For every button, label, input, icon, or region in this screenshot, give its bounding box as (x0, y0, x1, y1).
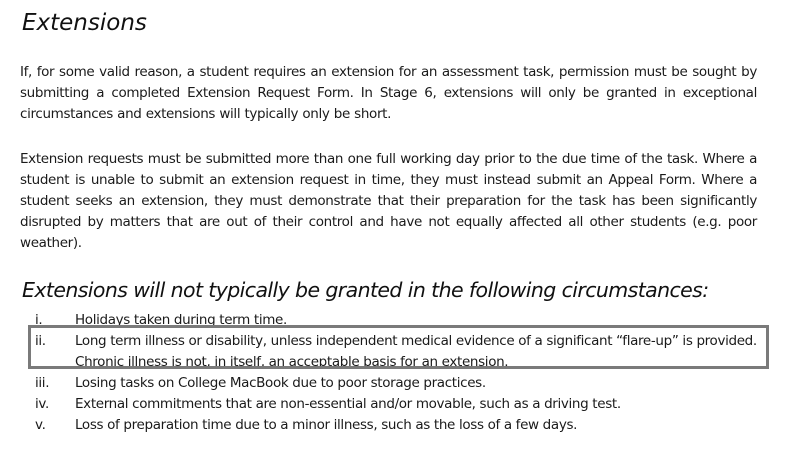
list-item (20, 310, 765, 331)
list-item (20, 394, 765, 415)
list-item-highlighted (20, 331, 765, 373)
list-item (20, 415, 765, 436)
intro-paragraph: If, for some valid reason, a student requires an extension for an assessment task, permission must be sought by submitting a completed Extension Request Form. In Stage 6, extensions will only be granted in exceptional circumstances and extensions will typically only be short. (20, 64, 757, 122)
circumstances-heading: Extensions will not typically be granted in the following circumstances: (22, 278, 709, 302)
requirements-paragraph: Extension requests must be submitted more than one full working day prior to the due time of the task. Where a student is unable to submit an extension request in time, they must instead submit an Appeal Form. Where a student seeks an extension, they must demonstrate that their preparation for the task has been significantly disrupted by matters that are out of their control and have not equally affected all other students (e.g. poor weather). (20, 151, 757, 251)
list-item-number: iv. (35, 396, 49, 412)
list-item (20, 373, 765, 394)
list-item-number: iii. (35, 375, 50, 391)
list-item-text: Holidays taken during term time. (75, 312, 287, 328)
circumstances-list (20, 310, 765, 436)
list-item-text: Losing tasks on College MacBook due to poor storage practices. (75, 375, 486, 391)
list-item-text: External commitments that are non-essential and/or movable, such as a driving test. (75, 396, 621, 412)
list-item-text: Loss of preparation time due to a minor illness, such as the loss of a few days. (75, 417, 578, 433)
list-item-text: Long term illness or disability, unless independent medical evidence of a significant “flare-up” is provided. Chronic illness is not, in itself, an acceptable basis for an extension. (75, 333, 757, 370)
list-item-number: ii. (35, 333, 46, 349)
list-item-number: v. (35, 417, 46, 433)
list-item-number: i. (35, 312, 43, 328)
section-heading: Extensions (22, 10, 147, 36)
